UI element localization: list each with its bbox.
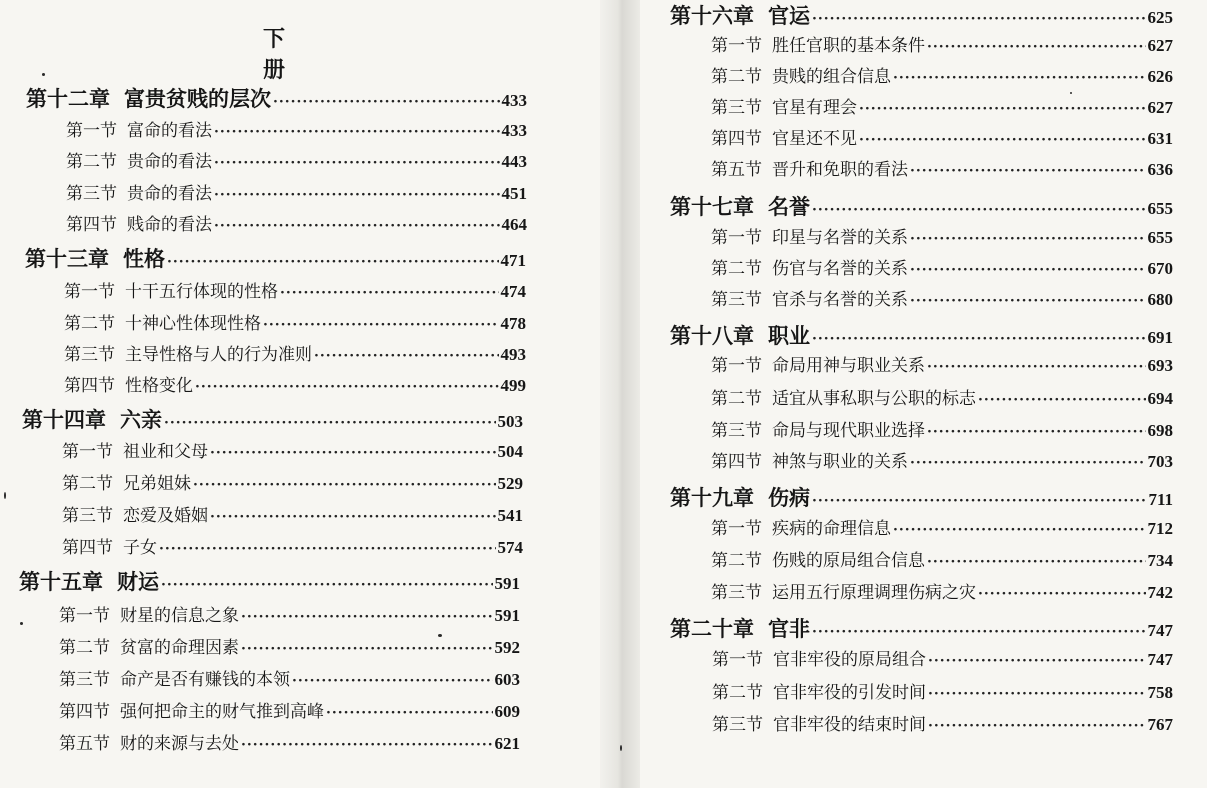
chapter-title: 名誉 (768, 194, 810, 219)
section-number: 第二节 (711, 67, 762, 87)
section-number: 第二节 (64, 314, 115, 334)
toc-section-entry (712, 716, 1173, 734)
toc-section-entry (711, 229, 1173, 247)
section-number: 第三节 (59, 670, 110, 690)
section-title: 官杀与名誉的关系 (772, 290, 908, 310)
dot-leader (214, 125, 500, 139)
section-number: 第四节 (66, 215, 117, 235)
page-number: 625 (1147, 8, 1173, 27)
section-title: 官星有理会 (772, 98, 857, 118)
page-number: 493 (500, 345, 526, 364)
chapter-title: 六亲 (120, 407, 162, 432)
page-number: 591 (494, 606, 520, 625)
section-title: 十干五行体现的性格 (125, 282, 278, 302)
section-title: 神煞与职业的关系 (772, 452, 908, 472)
toc-section-entry (711, 357, 1173, 375)
dot-leader (812, 494, 1146, 508)
page-number: 609 (494, 702, 520, 721)
page-number: 627 (1147, 36, 1173, 55)
chapter-number: 第二十章 (670, 616, 754, 641)
section-number: 第三节 (711, 98, 762, 118)
dot-leader (263, 318, 499, 332)
section-number: 第三节 (711, 290, 762, 310)
page-number: 541 (497, 506, 523, 525)
section-number: 第三节 (711, 583, 762, 603)
toc-chapter-entry (25, 248, 526, 269)
dot-leader (859, 133, 1146, 147)
page-number: 433 (501, 91, 527, 110)
toc-section-entry (66, 153, 527, 171)
page-number: 742 (1147, 583, 1173, 602)
chapter-title: 性格 (123, 246, 165, 271)
dot-leader (928, 687, 1146, 701)
toc-section-entry (711, 390, 1173, 408)
page-number: 464 (501, 215, 527, 234)
section-title: 命局用神与职业关系 (772, 356, 925, 376)
section-number: 第四节 (711, 452, 762, 472)
scan-speck (438, 634, 442, 637)
chapter-number: 第十五章 (19, 569, 103, 594)
chapter-number: 第十六章 (670, 3, 754, 28)
dot-leader (978, 587, 1146, 601)
section-number: 第二节 (66, 152, 117, 172)
section-title: 贱命的看法 (127, 215, 212, 235)
section-title: 疾病的命理信息 (772, 519, 891, 539)
chapter-number: 第十八章 (670, 323, 754, 348)
page-number: 503 (497, 412, 523, 431)
dot-leader (812, 12, 1146, 26)
page-number: 504 (497, 442, 523, 461)
section-number: 第四节 (64, 376, 115, 396)
page-number: 603 (494, 670, 520, 689)
dot-leader (210, 446, 496, 460)
toc-section-entry (59, 607, 520, 625)
scan-speck (4, 492, 6, 499)
dot-leader (210, 510, 496, 524)
page-number: 747 (1147, 650, 1173, 669)
section-title: 强何把命主的财气推到高峰 (120, 702, 324, 722)
page-number: 631 (1147, 129, 1173, 148)
page-number: 680 (1147, 290, 1173, 309)
toc-section-entry (711, 68, 1173, 86)
dot-leader (326, 706, 493, 720)
dot-leader (927, 40, 1146, 54)
section-title: 兄弟姐妹 (123, 474, 191, 494)
page-number: 691 (1147, 328, 1173, 347)
page-number: 529 (497, 474, 523, 493)
section-number: 第一节 (66, 121, 117, 141)
section-number: 第一节 (64, 282, 115, 302)
chapter-title: 职业 (768, 323, 810, 348)
toc-section-entry (711, 37, 1173, 55)
chapter-number: 第十二章 (26, 86, 110, 111)
dot-leader (292, 674, 493, 688)
section-number: 第三节 (712, 715, 763, 735)
toc-section-entry (59, 703, 520, 721)
page-number: 767 (1147, 715, 1173, 734)
page-number: 693 (1147, 356, 1173, 375)
page-number: 703 (1147, 452, 1173, 471)
section-title: 官非牢役的原局组合 (773, 650, 926, 670)
page-number: 433 (501, 121, 527, 140)
section-title: 贵贱的组合信息 (772, 67, 891, 87)
toc-section-entry (711, 99, 1173, 117)
toc-section-entry (62, 443, 523, 461)
section-title: 官非牢役的结束时间 (773, 715, 926, 735)
toc-chapter-entry (22, 409, 523, 430)
page-number: 747 (1147, 621, 1173, 640)
toc-section-entry (66, 216, 527, 234)
chapter-title: 财运 (117, 569, 159, 594)
dot-leader (910, 263, 1146, 277)
toc-section-entry (64, 377, 526, 395)
toc-chapter-entry (670, 196, 1173, 217)
dot-leader (241, 642, 493, 656)
chapter-title: 官运 (768, 3, 810, 28)
toc-section-entry (711, 260, 1173, 278)
page-number: 712 (1147, 519, 1173, 538)
toc-section-entry (711, 422, 1173, 440)
dot-leader (273, 95, 500, 109)
dot-leader (159, 542, 496, 556)
page-number: 591 (494, 574, 520, 593)
section-title: 祖业和父母 (123, 442, 208, 462)
page-number: 499 (500, 376, 526, 395)
section-number: 第四节 (59, 702, 110, 722)
chapter-title: 官非 (768, 616, 810, 641)
dot-leader (214, 188, 500, 202)
section-title: 官星还不见 (772, 129, 857, 149)
section-number: 第四节 (711, 129, 762, 149)
page-number: 626 (1147, 67, 1173, 86)
toc-section-entry (62, 507, 523, 525)
section-number: 第一节 (62, 442, 113, 462)
dot-leader (280, 286, 499, 300)
page-number: 478 (500, 314, 526, 333)
section-number: 第一节 (711, 228, 762, 248)
page-number: 694 (1147, 389, 1173, 408)
page-number: 471 (500, 251, 526, 270)
dot-leader (910, 456, 1146, 470)
section-title: 富命的看法 (127, 121, 212, 141)
section-title: 官非牢役的引发时间 (773, 683, 926, 703)
toc-chapter-entry (670, 618, 1173, 639)
toc-section-entry (59, 735, 520, 753)
dot-leader (214, 219, 500, 233)
toc-section-entry (64, 315, 526, 333)
chapter-number: 第十七章 (670, 194, 754, 219)
toc-section-entry (711, 161, 1173, 179)
page-number: 636 (1147, 160, 1173, 179)
toc-section-entry (711, 453, 1173, 471)
dot-leader (241, 610, 493, 624)
toc-section-entry (711, 552, 1173, 570)
scan-speck (20, 622, 23, 625)
section-number: 第一节 (711, 356, 762, 376)
section-number: 第五节 (711, 160, 762, 180)
dot-leader (928, 654, 1146, 668)
section-number: 第二节 (711, 551, 762, 571)
section-number: 第五节 (59, 734, 110, 754)
section-title: 伤贱的原局组合信息 (772, 551, 925, 571)
dot-leader (893, 523, 1146, 537)
toc-chapter-entry (670, 487, 1173, 508)
section-title: 性格变化 (125, 376, 193, 396)
volume-title: 下 册 (262, 26, 352, 83)
dot-leader (241, 738, 493, 752)
section-title: 命局与现代职业选择 (772, 421, 925, 441)
toc-chapter-entry (670, 325, 1173, 346)
left-page (0, 0, 600, 788)
section-title: 子女 (123, 538, 157, 558)
toc-chapter-entry (670, 5, 1173, 26)
section-title: 贵命的看法 (127, 152, 212, 172)
dot-leader (314, 349, 499, 363)
section-title: 主导性格与人的行为准则 (125, 345, 312, 365)
section-number: 第四节 (62, 538, 113, 558)
section-number: 第一节 (711, 519, 762, 539)
toc-section-entry (66, 122, 527, 140)
section-number: 第一节 (712, 650, 763, 670)
dot-leader (927, 360, 1146, 374)
dot-leader (927, 555, 1146, 569)
toc-section-entry (711, 584, 1173, 602)
section-title: 贫富的命理因素 (120, 638, 239, 658)
page-number: 627 (1147, 98, 1173, 117)
section-number: 第三节 (66, 184, 117, 204)
dot-leader (812, 332, 1146, 346)
page-number: 734 (1147, 551, 1173, 570)
toc-section-entry (64, 346, 526, 364)
toc-section-entry (64, 283, 526, 301)
toc-section-entry (711, 291, 1173, 309)
dot-leader (195, 380, 499, 394)
scan-speck (1070, 92, 1072, 94)
section-number: 第一节 (59, 606, 110, 626)
chapter-title: 伤病 (768, 485, 810, 510)
section-title: 十神心性体现性格 (125, 314, 261, 334)
section-title: 命产是否有赚钱的本领 (120, 670, 290, 690)
section-number: 第二节 (711, 259, 762, 279)
toc-section-entry (711, 520, 1173, 538)
dot-leader (893, 71, 1146, 85)
section-number: 第三节 (64, 345, 115, 365)
toc-section-entry (66, 185, 527, 203)
section-number: 第三节 (711, 421, 762, 441)
page-number: 574 (497, 538, 523, 557)
section-title: 适宜从事私职与公职的标志 (772, 389, 976, 409)
page-number: 451 (501, 184, 527, 203)
section-title: 恋爱及婚姻 (123, 506, 208, 526)
section-title: 贵命的看法 (127, 184, 212, 204)
dot-leader (910, 164, 1146, 178)
toc-section-entry (62, 539, 523, 557)
scan-speck (42, 73, 45, 76)
dot-leader (927, 425, 1146, 439)
book-gutter (600, 0, 640, 788)
section-title: 印星与名誉的关系 (772, 228, 908, 248)
page-number: 758 (1147, 683, 1173, 702)
toc-chapter-entry (26, 88, 527, 109)
section-title: 财的来源与去处 (120, 734, 239, 754)
toc-section-entry (62, 475, 523, 493)
section-title: 晋升和免职的看法 (772, 160, 908, 180)
section-title: 运用五行原理调理伤病之灾 (772, 583, 976, 603)
page-number: 592 (494, 638, 520, 657)
section-number: 第二节 (62, 474, 113, 494)
chapter-title: 富贵贫贱的层次 (124, 86, 271, 111)
dot-leader (164, 416, 496, 430)
toc-section-entry (711, 130, 1173, 148)
dot-leader (910, 232, 1146, 246)
toc-section-entry (712, 684, 1173, 702)
dot-leader (859, 102, 1146, 116)
section-number: 第二节 (59, 638, 110, 658)
section-title: 伤官与名誉的关系 (772, 259, 908, 279)
toc-section-entry (59, 639, 520, 657)
page-number: 621 (494, 734, 520, 753)
dot-leader (978, 393, 1146, 407)
dot-leader (812, 203, 1146, 217)
dot-leader (910, 294, 1146, 308)
dot-leader (161, 578, 493, 592)
section-title: 财星的信息之象 (120, 606, 239, 626)
page-number: 655 (1147, 199, 1173, 218)
page-number: 670 (1147, 259, 1173, 278)
scan-speck (620, 745, 622, 751)
dot-leader (812, 625, 1146, 639)
section-number: 第三节 (62, 506, 113, 526)
page-number: 698 (1147, 421, 1173, 440)
dot-leader (214, 156, 500, 170)
toc-section-entry (712, 651, 1173, 669)
chapter-number: 第十四章 (22, 407, 106, 432)
section-title: 胜任官职的基本条件 (772, 36, 925, 56)
chapter-number: 第十九章 (670, 485, 754, 510)
right-page (640, 0, 1207, 788)
toc-chapter-entry (19, 571, 520, 592)
toc-section-entry (59, 671, 520, 689)
section-number: 第二节 (711, 389, 762, 409)
page-number: 711 (1148, 490, 1173, 509)
section-number: 第二节 (712, 683, 763, 703)
dot-leader (167, 255, 499, 269)
page-number: 443 (501, 152, 527, 171)
dot-leader (193, 478, 496, 492)
chapter-number: 第十三章 (25, 246, 109, 271)
page-number: 655 (1147, 228, 1173, 247)
page-number: 474 (500, 282, 526, 301)
dot-leader (928, 719, 1146, 733)
section-number: 第一节 (711, 36, 762, 56)
